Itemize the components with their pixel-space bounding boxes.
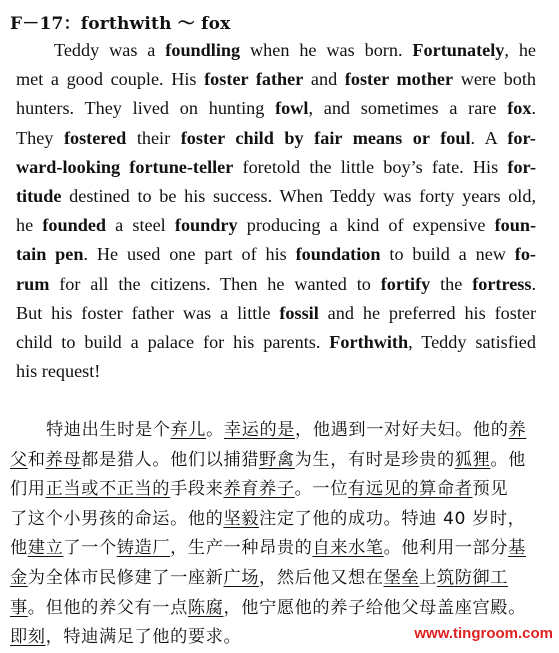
text-run: child to build a palace for his parents.	[16, 332, 330, 353]
text-run: 为全体市民修建了一座新	[27, 567, 224, 588]
keyword-bold: foundation	[295, 244, 381, 265]
chinese-line	[10, 594, 540, 624]
keyword-underlined: 养子	[259, 479, 295, 500]
text-run: 。	[206, 420, 224, 440]
text-run: 特迪出生时是个	[46, 420, 171, 440]
keyword-underlined: 养母	[45, 449, 82, 470]
english-passage	[16, 36, 536, 386]
english-line	[16, 211, 536, 240]
keyword-underlined: 广场	[223, 567, 260, 588]
page-heading: F－17：forthwith ～ fox	[10, 14, 231, 34]
chinese-line	[10, 475, 540, 505]
text-run: foretold the little boy’s fate. His	[233, 156, 508, 177]
text-run: 预见	[472, 479, 509, 500]
keyword-bold: Forthwith	[329, 332, 409, 353]
text-run: were both	[453, 69, 536, 90]
chinese-line	[10, 505, 540, 535]
text-run: They	[16, 127, 64, 148]
site-watermark: www.tingroom.com	[414, 625, 553, 642]
text-run: ，他遇到一对好夫妇。他的	[295, 420, 509, 440]
text-run: a steel	[106, 215, 175, 236]
keyword-bold: fox	[507, 98, 532, 119]
keyword-bold: foundling	[165, 40, 241, 60]
english-line	[16, 240, 536, 269]
chinese-line	[10, 416, 540, 446]
text-run: . He used one part of his	[83, 244, 296, 265]
keyword-underlined: 基	[508, 538, 526, 559]
english-line	[16, 328, 536, 357]
text-run: 都是猎人。他们以捕猎	[81, 449, 260, 470]
keyword-underlined: 筑防御工	[436, 567, 509, 588]
text-run: , and sometimes a rare	[308, 98, 508, 119]
text-run: 了这个小男孩的命运。他的	[10, 508, 224, 529]
keyword-underlined: 坚毅	[223, 508, 260, 529]
text-run: and	[303, 69, 345, 90]
text-run: But his foster father was a little	[16, 302, 280, 323]
text-run: destined to be his success. When Teddy was forty years old,	[61, 186, 536, 207]
keyword-bold: fowl	[275, 98, 309, 119]
text-run: .	[531, 273, 536, 294]
text-run: 。但他的养父有一点	[27, 597, 188, 618]
text-run: and he preferred his foster	[318, 302, 536, 323]
keyword-bold: fortress	[472, 273, 532, 294]
keyword-bold: founded	[42, 215, 107, 236]
text-run: the	[430, 273, 473, 294]
chinese-line	[10, 564, 540, 594]
keyword-bold: tain pen	[16, 244, 84, 265]
text-run: producing a kind of expensive	[237, 215, 495, 236]
text-run: for all the citizens. Then he wanted to	[49, 273, 381, 294]
text-run: 注定了他的成功。特迪 40 岁时，	[259, 508, 526, 529]
english-line	[16, 270, 536, 299]
keyword-underlined: 弃儿	[170, 420, 207, 440]
keyword-underlined: 狐狸	[454, 449, 491, 470]
chinese-translation	[10, 416, 540, 653]
text-run: 手段来	[170, 479, 224, 500]
text-run: when he was born.	[240, 40, 413, 60]
keyword-bold: fo-	[514, 244, 536, 265]
text-run: he	[16, 215, 43, 236]
english-line	[16, 94, 536, 123]
text-run: , he	[504, 40, 536, 60]
keyword-underlined: 算命者	[419, 479, 473, 500]
keyword-underlined: 正当或不正当的	[45, 479, 171, 500]
keyword-bold: fossil	[279, 302, 319, 323]
english-line	[16, 299, 536, 328]
keyword-underlined: 事	[10, 597, 28, 618]
text-run: hunters. They lived on hunting	[16, 98, 276, 119]
keyword-underlined: 金	[10, 567, 28, 588]
text-run: 。他	[490, 449, 526, 470]
keyword-bold: rum	[16, 273, 50, 294]
english-line	[16, 153, 536, 182]
text-run: 们用	[10, 479, 46, 500]
keyword-underlined: 陈腐	[187, 597, 224, 618]
text-run: ，特迪满足了他的要求。	[45, 627, 242, 648]
english-line	[16, 357, 536, 386]
keyword-bold: fostered	[63, 127, 127, 148]
keyword-underlined: 建立	[27, 538, 64, 559]
text-run: 上	[419, 567, 437, 588]
text-run: 了一个	[63, 538, 117, 559]
text-run: ，然后他又想在	[259, 567, 384, 588]
keyword-bold: ward-looking fortune-teller	[16, 156, 234, 177]
english-line	[16, 36, 536, 65]
keyword-bold: for-	[507, 156, 537, 177]
english-line	[16, 182, 536, 211]
keyword-underlined: 野禽	[259, 449, 295, 470]
keyword-bold: foun-	[494, 215, 536, 236]
text-run: Teddy was a	[54, 40, 166, 60]
keyword-underlined: 即刻	[10, 627, 46, 648]
text-run: 和	[27, 449, 46, 470]
text-run: .	[531, 98, 536, 119]
keyword-bold: Fortunately	[412, 40, 505, 60]
keyword-underlined: 有远见的	[348, 479, 420, 500]
keyword-bold: foundry	[174, 215, 238, 236]
text-run: ，生产一种昂贵的	[170, 538, 313, 559]
keyword-underlined: 养	[508, 420, 527, 440]
keyword-underlined: 父	[10, 449, 28, 470]
text-run: ，他宁愿他的养子给他父母盖座宫殿。	[223, 597, 526, 618]
keyword-bold: for-	[507, 127, 536, 148]
text-run: met a good couple. His	[16, 69, 205, 90]
text-run: to build a new	[380, 244, 515, 265]
keyword-underlined: 养育	[223, 479, 260, 500]
text-run: 。一位	[294, 479, 348, 500]
keyword-underlined: 堡垒	[383, 567, 420, 588]
text-run: 为生，有时是珍贵的	[294, 449, 455, 470]
chinese-line	[10, 534, 540, 564]
text-run: 。他利用一部分	[383, 538, 509, 559]
text-run: 他	[10, 538, 28, 559]
keyword-bold: foster mother	[344, 69, 454, 90]
text-run: . A	[470, 127, 508, 148]
text-run: , Teddy satisfied	[408, 332, 536, 353]
chinese-line	[10, 446, 540, 476]
keyword-bold: foster father	[204, 69, 304, 90]
text-run: their	[126, 127, 181, 148]
keyword-bold: titude	[16, 186, 62, 207]
text-run: his request!	[16, 361, 101, 382]
english-line	[16, 65, 536, 94]
keyword-bold: foster child by fair means or foul	[180, 127, 471, 148]
keyword-bold: fortify	[380, 273, 431, 294]
keyword-underlined: 幸运的是	[223, 420, 296, 440]
keyword-underlined: 自来水笔	[312, 538, 384, 559]
keyword-underlined: 铸造厂	[116, 538, 171, 559]
english-line	[16, 124, 536, 153]
